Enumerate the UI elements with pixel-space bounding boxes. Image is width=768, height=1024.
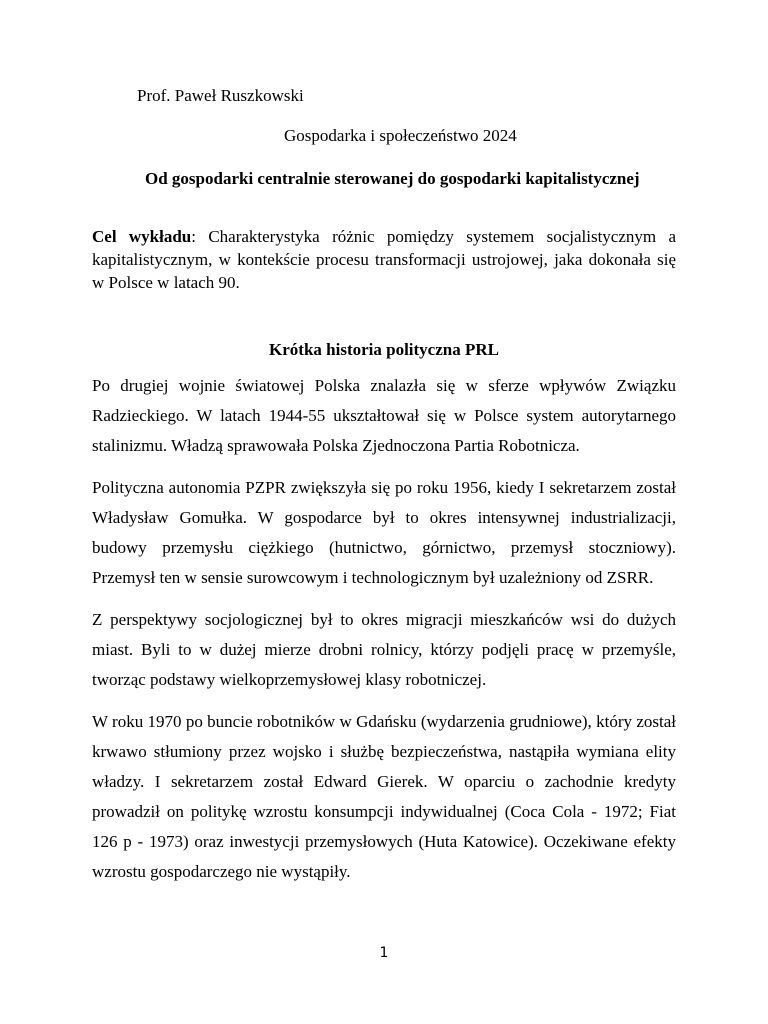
lecture-goal [92,225,676,294]
paragraph: Po drugiej wojnie światowej Polska znalazła się w sferze wpływów Związku Radzieckiego. W latach 1944-55 ukształtował się w Polsce system autorytarnego stalinizmu. Władzą sprawowała Polska Zjednoczona Partia Robotnicza. [92,376,676,455]
goal-label: Cel wykładu [92,227,192,246]
lecture-title: Od gospodarki centralnie sterowanej do gospodarki kapitalistycznej [145,169,640,188]
section-body [92,371,676,899]
paragraph: W roku 1970 po buncie robotników w Gdańsku (wydarzenia grudniowe), który został krwawo stłumiony przez wojsko i służbę bezpieczeństwa, nastąpiła wymiana elity władzy. I sekretarzem został Edward Gierek. W oparciu o zachodnie kredyty prowadził on politykę wzrostu konsumpcji indywidualnej (Coca Cola - 1972; Fiat 126 p - 1973) oraz inwestycji przemysłowych (Huta Katowice). Oczekiwane efekty wzrostu gospodarczego nie wystąpiły. [92,712,676,881]
goal-text: Charakterystyka różnic pomiędzy systemem socjalistycznym a kapitalistycznym, w kontekście procesu transformacji ustrojowej, jaka dokonała się w Polsce w latach 90. [92,227,676,292]
course-title: Gospodarka i społeczeństwo 2024 [284,126,517,145]
page-number: 1 [379,945,389,961]
author-name: Prof. Paweł Ruszkowski [137,86,304,105]
section-heading: Krótka historia polityczna PRL [269,340,499,359]
paragraph: Z perspektywy socjologicznej był to okres migracji mieszkańców wsi do dużych miast. Byli to w dużej mierze drobni rolnicy, którzy podjęli pracę w przemyśle, tworząc podstawy wielkoprzemysłowej klasy robotniczej. [92,610,676,689]
goal-separator: : [191,227,196,246]
paragraph: Polityczna autonomia PZPR zwiększyła się po roku 1956, kiedy I sekretarzem został Władysław Gomułka. W gospodarce był to okres intensywnej industrializacji, budowy przemysłu ciężkiego (hutnictwo, górnictwo, przemysł stoczniowy). Przemysł ten w sensie surowcowym i technologicznym był uzależniony od ZSRR. [92,478,676,587]
